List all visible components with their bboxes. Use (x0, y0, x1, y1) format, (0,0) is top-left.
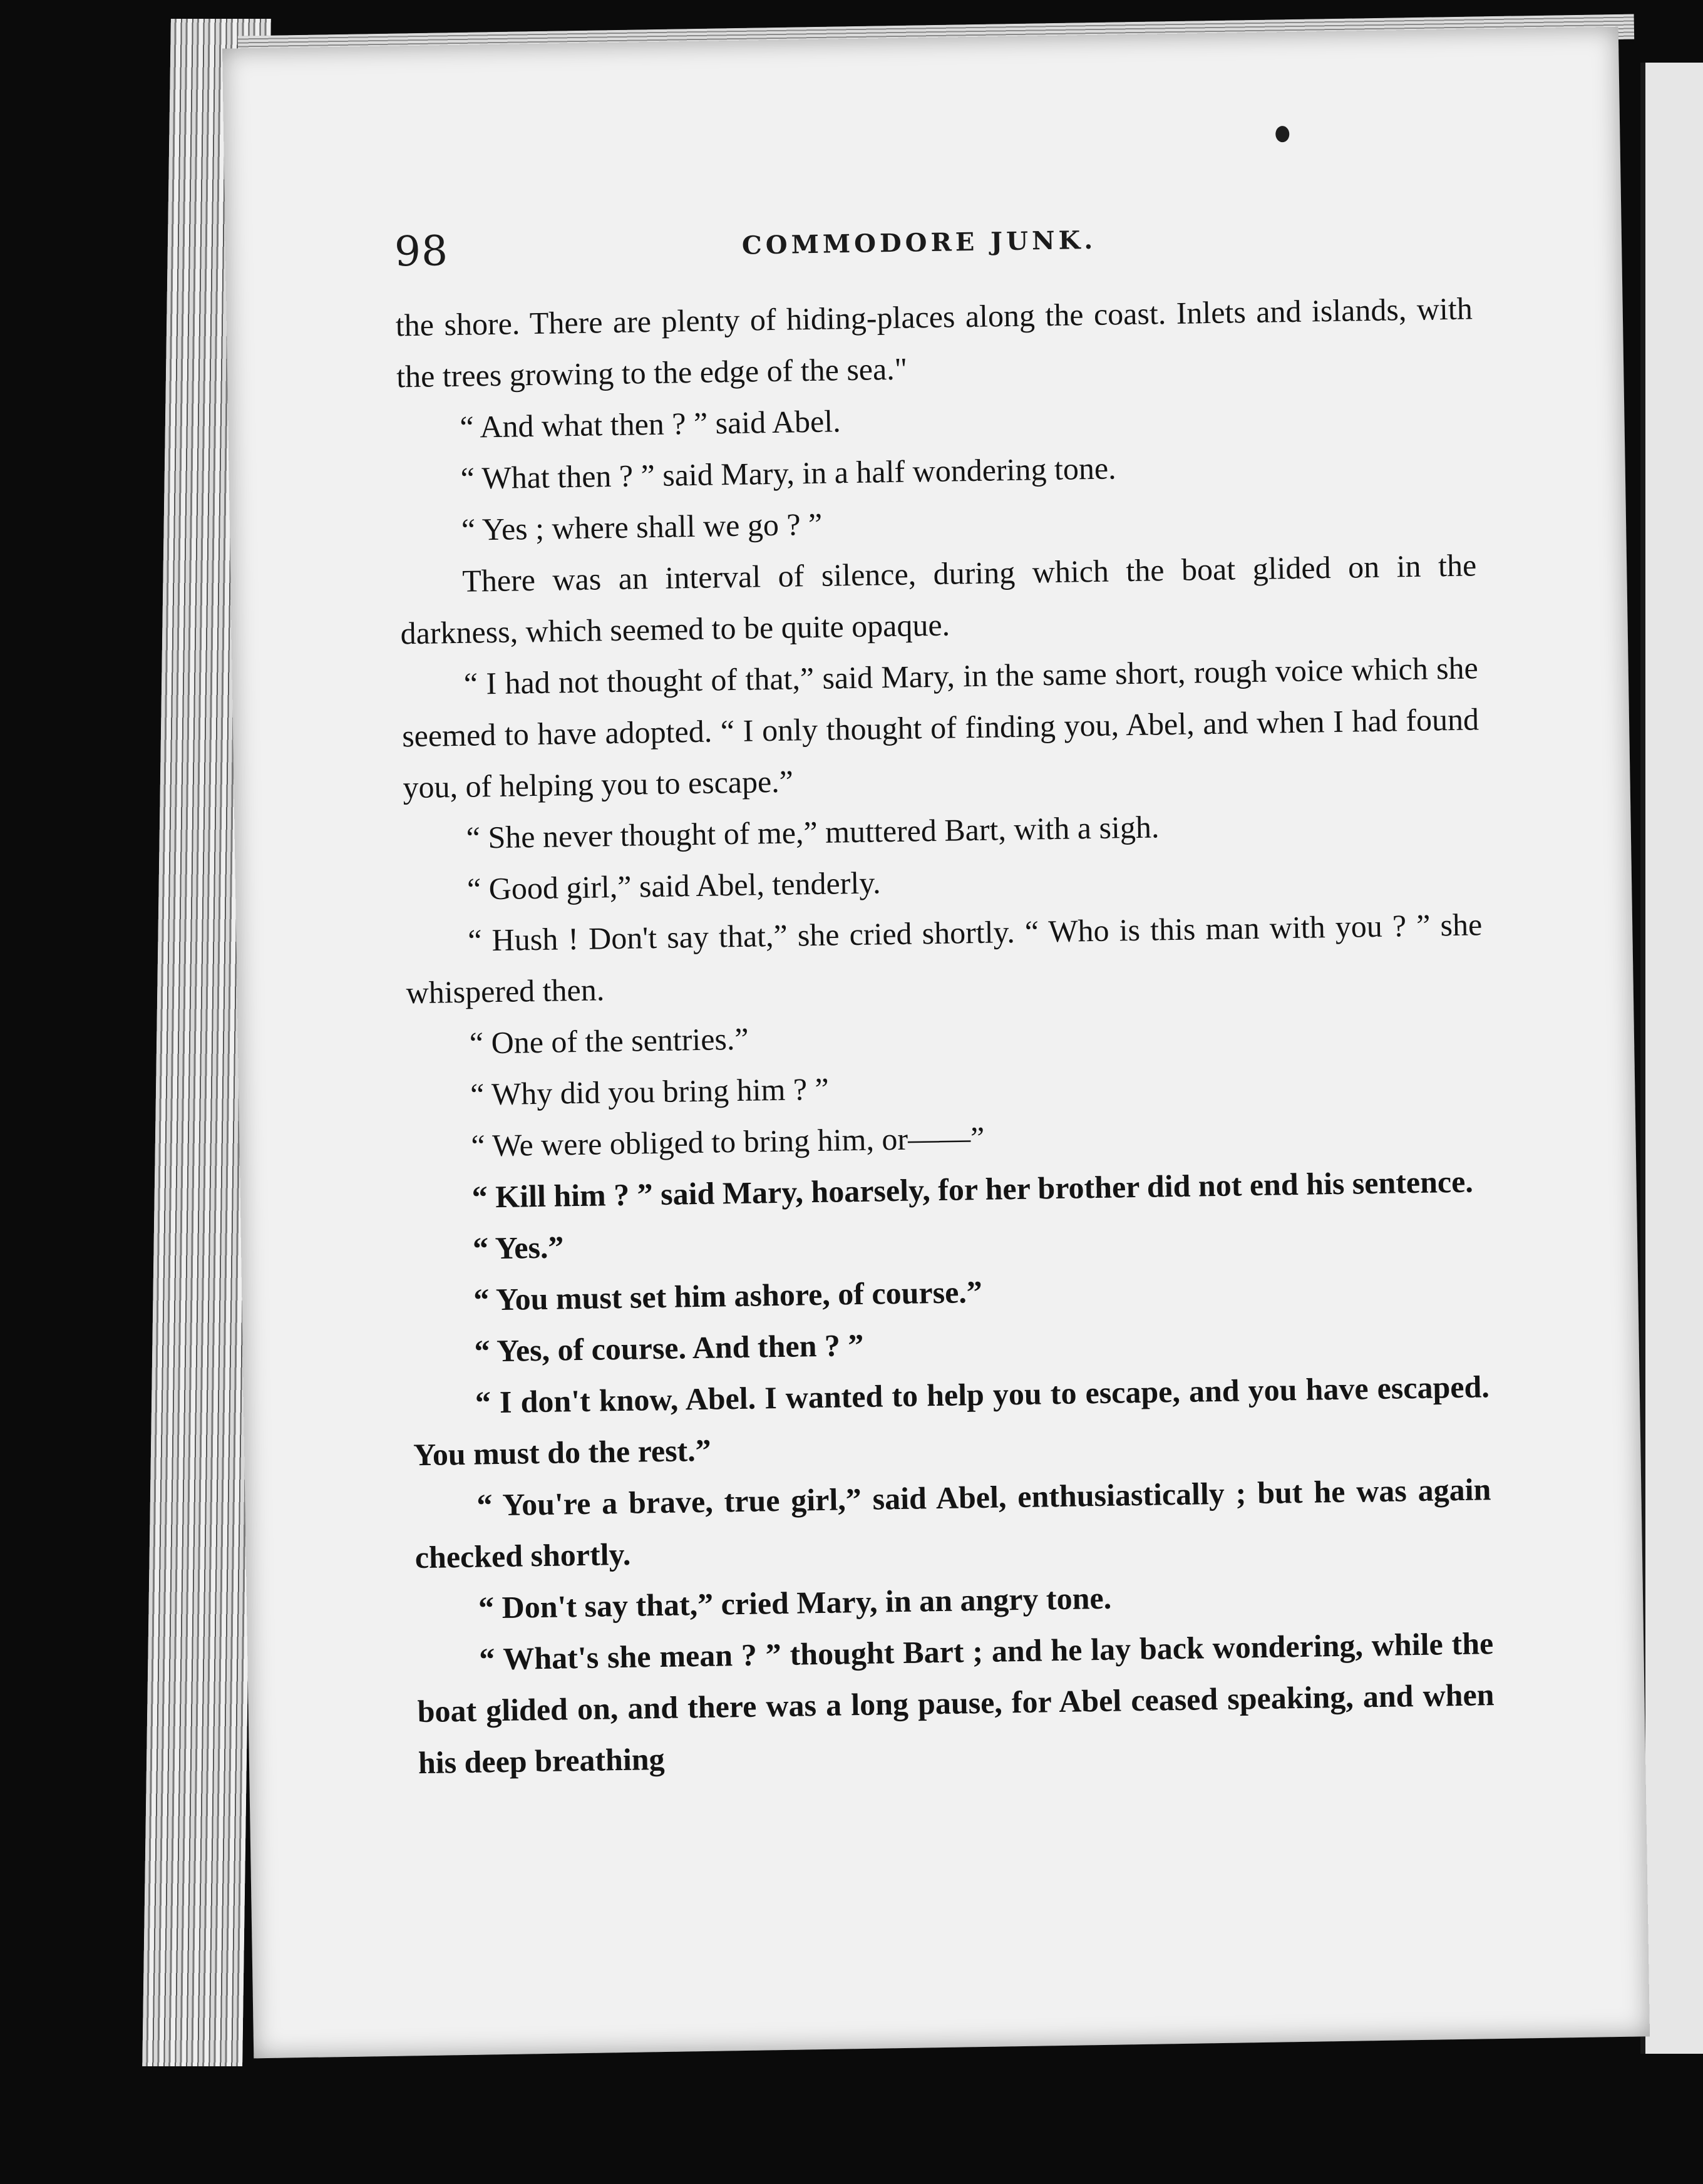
paragraph: “ What's she mean ? ” thought Bart ; and he lay back wondering, while the boat glided on, and there was a long pause, for Abel ceased speaking, and when his deep breathing (417, 1625, 1495, 1781)
page-number: 98 (394, 227, 449, 276)
paragraph: “ Don't say that,” cried Mary, in an angry tone. (478, 1580, 1112, 1625)
paragraph: “ I don't know, Abel. I wanted to help you to escape, and you have escaped. You must do the rest.” (413, 1369, 1490, 1473)
paragraph: “ Kill him ? ” said Mary, hoarsely, for her brother did not end his sentence. (471, 1163, 1474, 1215)
paragraph: “ Yes ; where shall we go ? ” (461, 506, 823, 547)
book-page (222, 27, 1650, 2059)
paragraph: “ You're a brave, true girl,” said Abel, enthusiastically ; but he was again checked shortly. (414, 1471, 1491, 1575)
paragraph: “ We were obliged to bring him, or——” (471, 1120, 985, 1163)
paragraph: “ I had not thought of that,” said Mary, in the same short, rough voice which she seemed to have adopted. “ I only thought of finding you, Abel, and when I had found you, of helping you to escape.” (401, 650, 1479, 805)
paragraph: “ She never thought of me,” muttered Bart, with a sigh. (466, 809, 1160, 855)
ink-smudge (1275, 126, 1289, 142)
paragraph: “ One of the sentries.” (469, 1021, 749, 1061)
facing-page-edge (1640, 63, 1703, 2054)
paragraph: There was an interval of silence, during which the boat glided on in the darkness, which seemed to be quite opaque. (400, 547, 1477, 651)
paragraph: “ You must set him ashore, of course.” (473, 1274, 983, 1317)
paragraph: “ What then ? ” said Mary, in a half wondering tone. (460, 450, 1116, 496)
page-header (394, 210, 1521, 284)
running-head: COMMODORE JUNK. (741, 225, 1097, 260)
paragraph: “ Why did you bring him ? ” (470, 1071, 830, 1112)
paragraph: the shore. There are plenty of hiding-places along the coast. Inlets and islands, with the trees growing to the edge of the sea." (395, 291, 1473, 394)
paragraph: “ Hush ! Don't say that,” she cried shortly. “ Who is this man with you ? ” she whispered then. (406, 907, 1483, 1011)
paragraph: “ Yes, of course. And then ? ” (474, 1327, 864, 1369)
paragraph: “ Yes.” (472, 1229, 564, 1266)
paragraph: “ Good girl,” said Abel, tenderly. (466, 865, 881, 907)
paragraph: “ And what then ? ” said Abel. (460, 403, 841, 445)
body-text (395, 282, 1495, 1788)
